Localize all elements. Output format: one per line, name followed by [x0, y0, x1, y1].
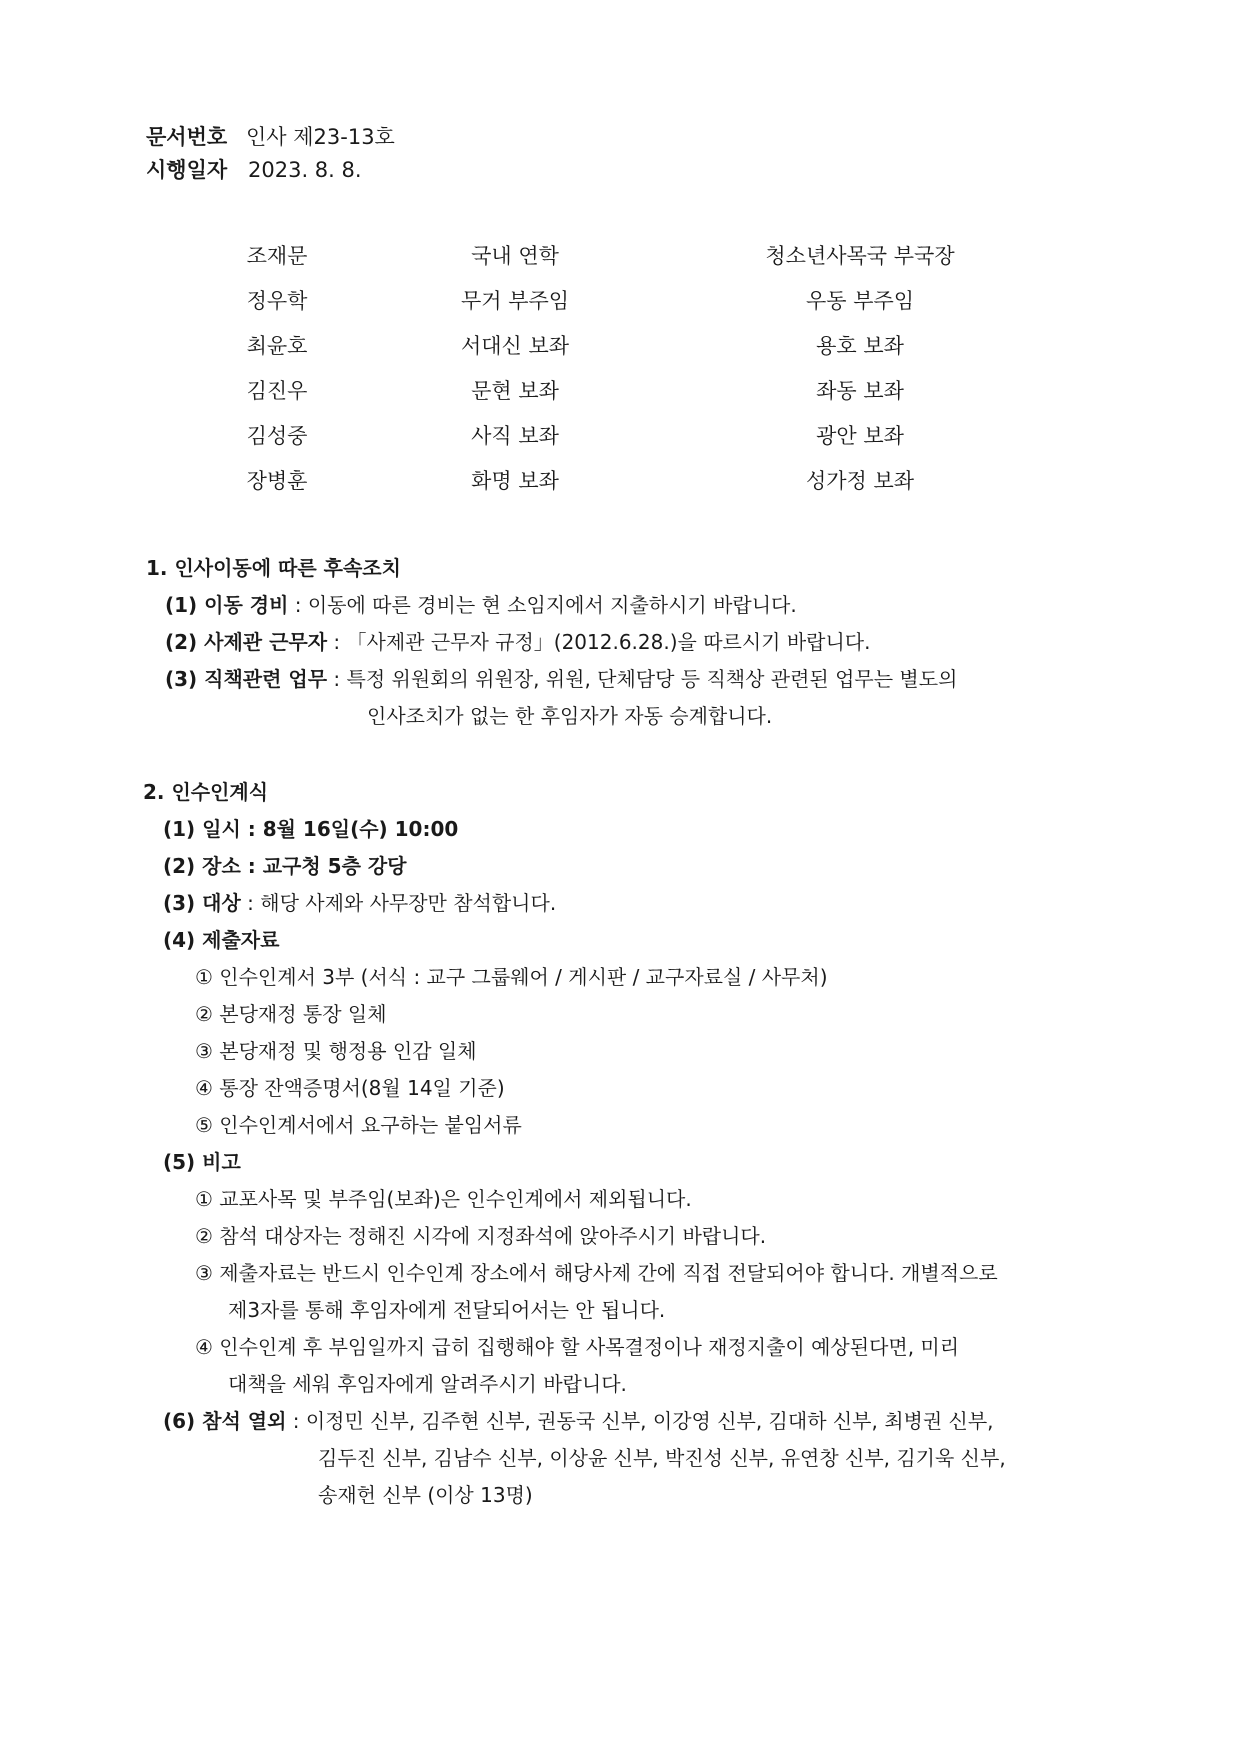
note-item: ② 참석 대상자는 정해진 시각에 지정좌석에 앉아주시기 바랍니다. [195, 1224, 767, 1248]
doc-date-line [146, 155, 362, 185]
appointment-from: 문현 보좌 [471, 379, 559, 403]
appointment-row [0, 330, 1240, 360]
appointment-to: 우동 부주임 [805, 289, 915, 313]
material-item: ① 인수인계서 3부 (서식 : 교구 그룹웨어 / 게시판 / 교구자료실 / 사무처) [195, 965, 828, 989]
appointment-to: 광안 보좌 [816, 424, 904, 448]
target-text: : 해당 사제와 사무장만 참석합니다. [240, 891, 557, 915]
attendance-line: 이정민 신부, 김주현 신부, 권동국 신부, 이강영 신부, 김대하 신부, 최병권 신부, [305, 1409, 994, 1433]
appointment-name: 장병훈 [246, 469, 308, 493]
appointment-name: 정우학 [246, 289, 308, 313]
appointment-from: 사직 보좌 [471, 424, 559, 448]
attendance-separator: : [286, 1409, 306, 1433]
material-item: ② 본당재정 통장 일체 [195, 1002, 387, 1026]
appointment-from: 국내 연학 [471, 244, 559, 268]
material-item: ④ 통장 잔액증명서(8월 14일 기준) [195, 1076, 505, 1100]
appointment-row [0, 285, 1240, 315]
material-item: ③ 본당재정 및 행정용 인감 일체 [195, 1039, 477, 1063]
section1-title: 1. 인사이동에 따른 후속조치 [146, 556, 401, 580]
appointment-to: 청소년사목국 부국장 [765, 244, 955, 268]
item-label: (3) 직책관련 업무 [165, 667, 328, 691]
section1-item-continuation: 인사조치가 없는 한 후임자가 자동 승계합니다. [367, 704, 773, 728]
note-item: ③ 제출자료는 반드시 인수인계 장소에서 해당사제 간에 직접 전달되어야 합니다. 개별적으로 [195, 1261, 998, 1285]
notes-title: (5) 비고 [163, 1150, 241, 1174]
handover-place: (2) 장소 : 교구청 5층 강당 [163, 854, 407, 878]
handover-time: (1) 일시 : 8월 16일(수) 10:00 [163, 817, 459, 841]
appointment-row [0, 375, 1240, 405]
appointment-from: 서대신 보좌 [460, 334, 570, 358]
appointment-row [0, 420, 1240, 450]
section1-item [165, 590, 797, 620]
attendance-line: 송재헌 신부 (이상 13명) [318, 1483, 533, 1507]
appointment-to: 용호 보좌 [816, 334, 904, 358]
target-label: (3) 대상 [163, 891, 241, 915]
section1-item [165, 664, 957, 694]
appointment-name: 김진우 [246, 379, 308, 403]
item-label: (1) 이동 경비 [165, 593, 289, 617]
item-separator: : [288, 593, 308, 617]
item-text: 「사제관 근무자 규정」(2012.6.28.)을 따르시기 바랍니다. [346, 630, 871, 654]
appointment-row [0, 465, 1240, 495]
section1-item [165, 627, 870, 657]
note-item-continuation: 대책을 세워 후임자에게 알려주시기 바랍니다. [228, 1372, 627, 1396]
item-text: 이동에 따른 경비는 현 소임지에서 지출하시기 바랍니다. [307, 593, 797, 617]
material-item: ⑤ 인수인계서에서 요구하는 붙임서류 [195, 1113, 522, 1137]
appointment-name: 최윤호 [246, 334, 308, 358]
handover-target [163, 888, 556, 918]
item-separator: : [327, 630, 347, 654]
appointment-from: 화명 보좌 [471, 469, 559, 493]
note-item: ① 교포사목 및 부주임(보좌)은 인수인계에서 제외됩니다. [195, 1187, 692, 1211]
doc-number-value: 인사 제23-13호 [246, 125, 395, 149]
appointment-to: 성가정 보좌 [805, 469, 915, 493]
appointment-name: 조재문 [246, 244, 308, 268]
appointment-from: 무거 부주임 [460, 289, 570, 313]
appointment-name: 김성중 [246, 424, 308, 448]
doc-date-value: 2023. 8. 8. [248, 158, 362, 182]
doc-number-line [146, 122, 395, 152]
appointment-to: 좌동 보좌 [816, 379, 904, 403]
appointment-row [0, 240, 1240, 270]
item-separator: : [327, 667, 347, 691]
materials-title: (4) 제출자료 [163, 928, 280, 952]
section2-title: 2. 인수인계식 [143, 780, 269, 804]
doc-date-label: 시행일자 [146, 158, 228, 182]
item-label: (2) 사제관 근무자 [165, 630, 328, 654]
attendance-exempt [163, 1406, 994, 1436]
attendance-line: 김두진 신부, 김남수 신부, 이상윤 신부, 박진성 신부, 유연창 신부, 김기욱 신부, [318, 1446, 1006, 1470]
note-item-continuation: 제3자를 통해 후임자에게 전달되어서는 안 됩니다. [228, 1298, 666, 1322]
note-item: ④ 인수인계 후 부임일까지 급히 집행해야 할 사목결정이나 재정지출이 예상된다면, 미리 [195, 1335, 960, 1359]
doc-number-label: 문서번호 [146, 125, 228, 149]
item-text: 특정 위원회의 위원장, 위원, 단체담당 등 직책상 관련된 업무는 별도의 [346, 667, 958, 691]
attendance-label: (6) 참석 열외 [163, 1409, 287, 1433]
